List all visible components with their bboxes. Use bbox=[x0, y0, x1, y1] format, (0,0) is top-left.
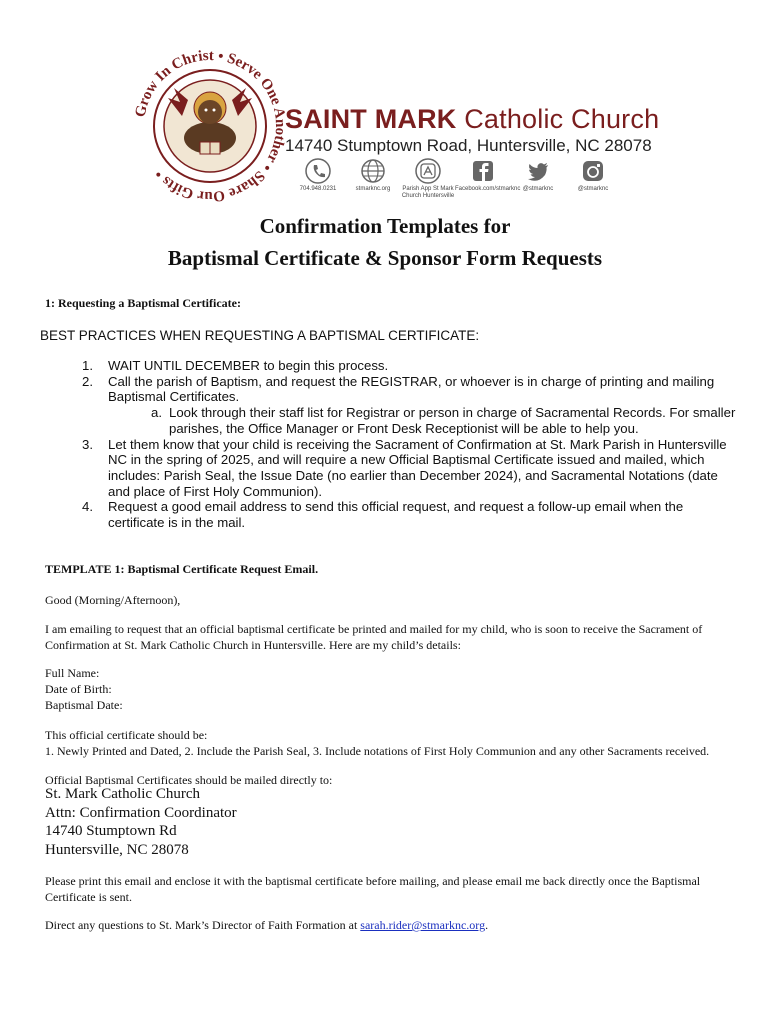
child-details bbox=[45, 665, 735, 713]
detail-date-of-birth: Date of Birth: bbox=[45, 682, 112, 696]
instagram-icon bbox=[580, 158, 606, 184]
sub-list bbox=[108, 405, 742, 436]
detail-baptismal-date: Baptismal Date: bbox=[45, 698, 123, 712]
address-line: Huntersville, NC 28078 bbox=[45, 841, 189, 858]
list-item: 1. WAIT UNTIL DECEMBER to begin this process. bbox=[82, 358, 389, 373]
contact-twitter[interactable] bbox=[510, 158, 566, 193]
certificate-requirements bbox=[45, 727, 735, 759]
document-title-line-2: Baptismal Certificate & Sponsor Form Requests bbox=[167, 246, 603, 270]
best-practices-list bbox=[82, 358, 742, 531]
church-address: 14740 Stumptown Road, Huntersville, NC 28078 bbox=[285, 136, 652, 155]
document-title bbox=[0, 210, 770, 274]
contact-app-label: Parish App St Mark Church Huntersville bbox=[401, 186, 455, 199]
mailing-address bbox=[45, 785, 237, 859]
contact-facebook[interactable] bbox=[455, 158, 521, 193]
contact-instagram-label: @stmarknc bbox=[577, 186, 609, 192]
address-line: 14740 Stumptown Rd bbox=[45, 823, 177, 839]
template-intro: I am emailing to request that an official baptismal certificate be printed and mailed for my child, who is soon to receive the Sacrament of Confirmation at St. Mark Catholic Church in Huntersville. Here are my child’s details: bbox=[45, 622, 703, 652]
certificate-requirements-intro: This official certificate should be: bbox=[45, 728, 208, 742]
list-item: 2. Call the parish of Baptism, and request the REGISTRAR, or whoever is in charge of printing and mailing Baptismal Certificates. a. Look through their staff list for Registrar or person in charge of Sacramental Records. For smaller parishes, the Office Manager or Front Desk Receptionist will be able to help you. bbox=[82, 374, 742, 437]
director-email-link[interactable]: sarah.rider@stmarknc.org bbox=[360, 918, 486, 932]
globe-icon bbox=[360, 158, 386, 184]
best-practices-title: BEST PRACTICES WHEN REQUESTING A BAPTISMAL CERTIFICATE: bbox=[40, 328, 480, 343]
church-name bbox=[285, 104, 659, 135]
facebook-icon bbox=[470, 158, 496, 184]
detail-full-name: Full Name: bbox=[45, 666, 100, 680]
list-item: a. Look through their staff list for Registrar or person in charge of Sacramental Records. For smaller parishes, the Office Manager or Front Desk Receptionist will be able to help you. bbox=[151, 405, 736, 436]
questions-suffix: . bbox=[485, 918, 489, 932]
questions-line bbox=[45, 917, 735, 933]
church-name-bold: SAINT MARK bbox=[285, 104, 457, 134]
contact-app[interactable] bbox=[400, 158, 456, 200]
contact-twitter-label: @stmarknc bbox=[522, 186, 554, 192]
document-title-line-1: Confirmation Templates for bbox=[259, 214, 511, 238]
parish-seal-logo bbox=[130, 46, 290, 206]
certificate-requirements-items: 1. Newly Printed and Dated, 2. Include the Parish Seal, 3. Include notations of First Holy Communion and any other Sacraments received. bbox=[45, 744, 710, 758]
list-item: 3. Let them know that your child is receiving the Sacrament of Confirmation at St. Mark Parish in Huntersville NC in the spring of 2025, and will require a new Official Baptismal Certificate issued and mailed, which includes: Parish Seal, the Issue Date (no earlier than December 2024), and Sacramental Notations (date and place of First Holy Communion). bbox=[82, 436, 727, 499]
contact-website-label: stmarknc.org bbox=[355, 186, 391, 192]
phone-icon bbox=[305, 158, 331, 184]
church-name-rest: Catholic Church bbox=[456, 104, 660, 134]
contact-instagram[interactable] bbox=[565, 158, 621, 193]
address-line: St. Mark Catholic Church bbox=[45, 786, 200, 802]
print-note: Please print this email and enclose it with the baptismal certificate before mailing, and please email me back directly once the Baptismal Certificate is sent. bbox=[45, 874, 701, 904]
contact-facebook-label: Facebook.com/stmarknc bbox=[455, 186, 521, 192]
contact-website[interactable] bbox=[345, 158, 401, 193]
mailing-intro: Official Baptismal Certificates should be mailed directly to: bbox=[45, 773, 333, 787]
svg-text:Grow In Christ • Serve One Ano: Grow In Christ • Serve One Another • Share Our Gifts • bbox=[132, 47, 289, 205]
twitter-icon bbox=[525, 158, 551, 184]
list-item: 4. Request a good email address to send this official request, and request a follow-up email when the certificate is in the mail. bbox=[82, 499, 684, 531]
app-store-icon bbox=[415, 158, 441, 184]
questions-prefix: Direct any questions to St. Mark’s Director of Faith Formation at bbox=[45, 918, 361, 932]
contact-phone[interactable] bbox=[290, 158, 346, 193]
address-line: Attn: Confirmation Coordinator bbox=[45, 804, 237, 821]
section-heading: 1: Requesting a Baptismal Certificate: bbox=[45, 296, 241, 310]
template-greeting: Good (Morning/Afternoon), bbox=[45, 593, 181, 607]
letterhead bbox=[130, 40, 660, 210]
contact-phone-label: 704.948.0231 bbox=[299, 186, 337, 192]
contact-row bbox=[290, 158, 620, 210]
template-heading: TEMPLATE 1: Baptismal Certificate Request Email. bbox=[45, 562, 319, 576]
